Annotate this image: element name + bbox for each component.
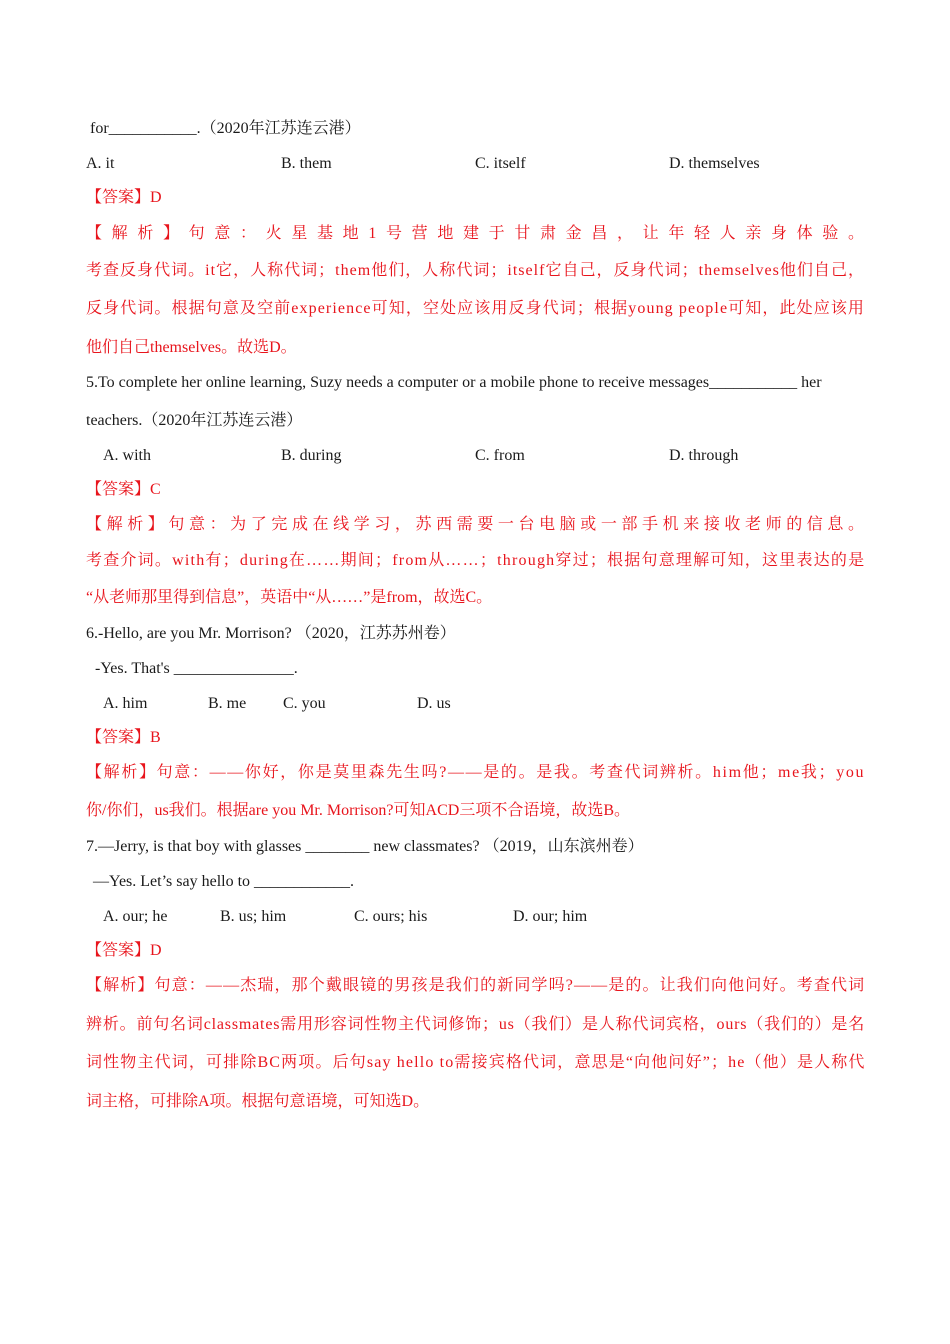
q7-stem-line2: —Yes. Let’s say hello to ____________.: [93, 873, 355, 890]
q4-option-b: B. them: [281, 155, 332, 172]
q4-analysis-line: 反身代词。根据句意及空前experience可知，空处应该用反身代词；根据young people可知，此处应该用: [86, 300, 866, 317]
q5-option-c: C. from: [475, 447, 525, 464]
q7-option-c: C. ours; his: [354, 908, 428, 925]
q4-analysis-line: 【解析】句意：火星基地1号营地建于甘肃金昌，让年轻人亲身体验。: [86, 225, 874, 242]
q4-option-c: C. itself: [475, 155, 526, 172]
q6-analysis-line: 你/你们，us我们。根据are you Mr. Morrison?可知ACD三项不合语境，故选B。: [86, 802, 630, 819]
q5-analysis-line: 【解析】句意：为了完成在线学习，苏西需要一台电脑或一部手机来接收老师的信息。: [86, 516, 869, 533]
q4-option-a: A. it: [86, 155, 115, 172]
q6-option-b: B. me: [208, 695, 247, 712]
q7-analysis-line: 词主格，可排除A项。根据句意语境，可知选D。: [86, 1093, 430, 1110]
q6-answer: 【答案】B: [86, 729, 161, 746]
q7-answer: 【答案】D: [86, 942, 162, 959]
q5-stem-line1: 5.To complete her online learning, Suzy needs a computer or a mobile phone to receive messages___________ her: [86, 374, 822, 391]
q4-option-d: D. themselves: [669, 155, 760, 172]
q4-stem: for___________.（2020年江苏连云港）: [90, 120, 361, 137]
q7-analysis-line: 词性物主代词，可排除BC两项。后句say hello to需接宾格代词，意思是“向他问好”；he（他）是人称代: [86, 1054, 866, 1071]
q5-analysis-line: “从老师那里得到信息”，英语中“从……”是from，故选C。: [86, 589, 493, 606]
q6-analysis-line: 【解析】句意：——你好，你是莫里森先生吗?——是的。是我。考查代词辨析。him他；me我；you: [86, 764, 866, 781]
q7-analysis-line: 辨析。前句名词classmates需用形容词性物主代词修饰；us（我们）是人称代词宾格，ours（我们的）是名: [86, 1016, 866, 1033]
q7-option-b: B. us; him: [220, 908, 287, 925]
q5-stem-line2: teachers.（2020年江苏连云港）: [86, 412, 303, 429]
q6-option-c: C. you: [283, 695, 326, 712]
q7-stem-line1: 7.—Jerry, is that boy with glasses ________ new classmates? （2019，山东滨州卷）: [86, 838, 644, 855]
q5-option-b: B. during: [281, 447, 342, 464]
q4-analysis-line: 考查反身代词。it它，人称代词；them他们，人称代词；itself它自己，反身代词；themselves他们自己，: [86, 262, 865, 279]
q6-stem-line2: -Yes. That's _______________.: [95, 660, 298, 677]
q6-stem-line1: 6.-Hello, are you Mr. Morrison? （2020，江苏苏州卷）: [86, 625, 456, 642]
q7-option-a: A. our; he: [103, 908, 168, 925]
q5-option-d: D. through: [669, 447, 739, 464]
q5-option-a: A. with: [103, 447, 151, 464]
q6-option-d: D. us: [417, 695, 451, 712]
q4-analysis-line: 他们自己themselves。故选D。: [86, 339, 297, 356]
q5-analysis-line: 考查介词。with有；during在……期间；from从……；through穿过；根据句意理解可知，这里表达的是: [86, 552, 866, 569]
q4-answer: 【答案】D: [86, 189, 162, 206]
q7-analysis-line: 【解析】句意：——杰瑞，那个戴眼镜的男孩是我们的新同学吗?——是的。让我们向他问好。考查代词: [86, 977, 866, 994]
q6-option-a: A. him: [103, 695, 148, 712]
q5-answer: 【答案】C: [86, 481, 161, 498]
q7-option-d: D. our; him: [513, 908, 588, 925]
